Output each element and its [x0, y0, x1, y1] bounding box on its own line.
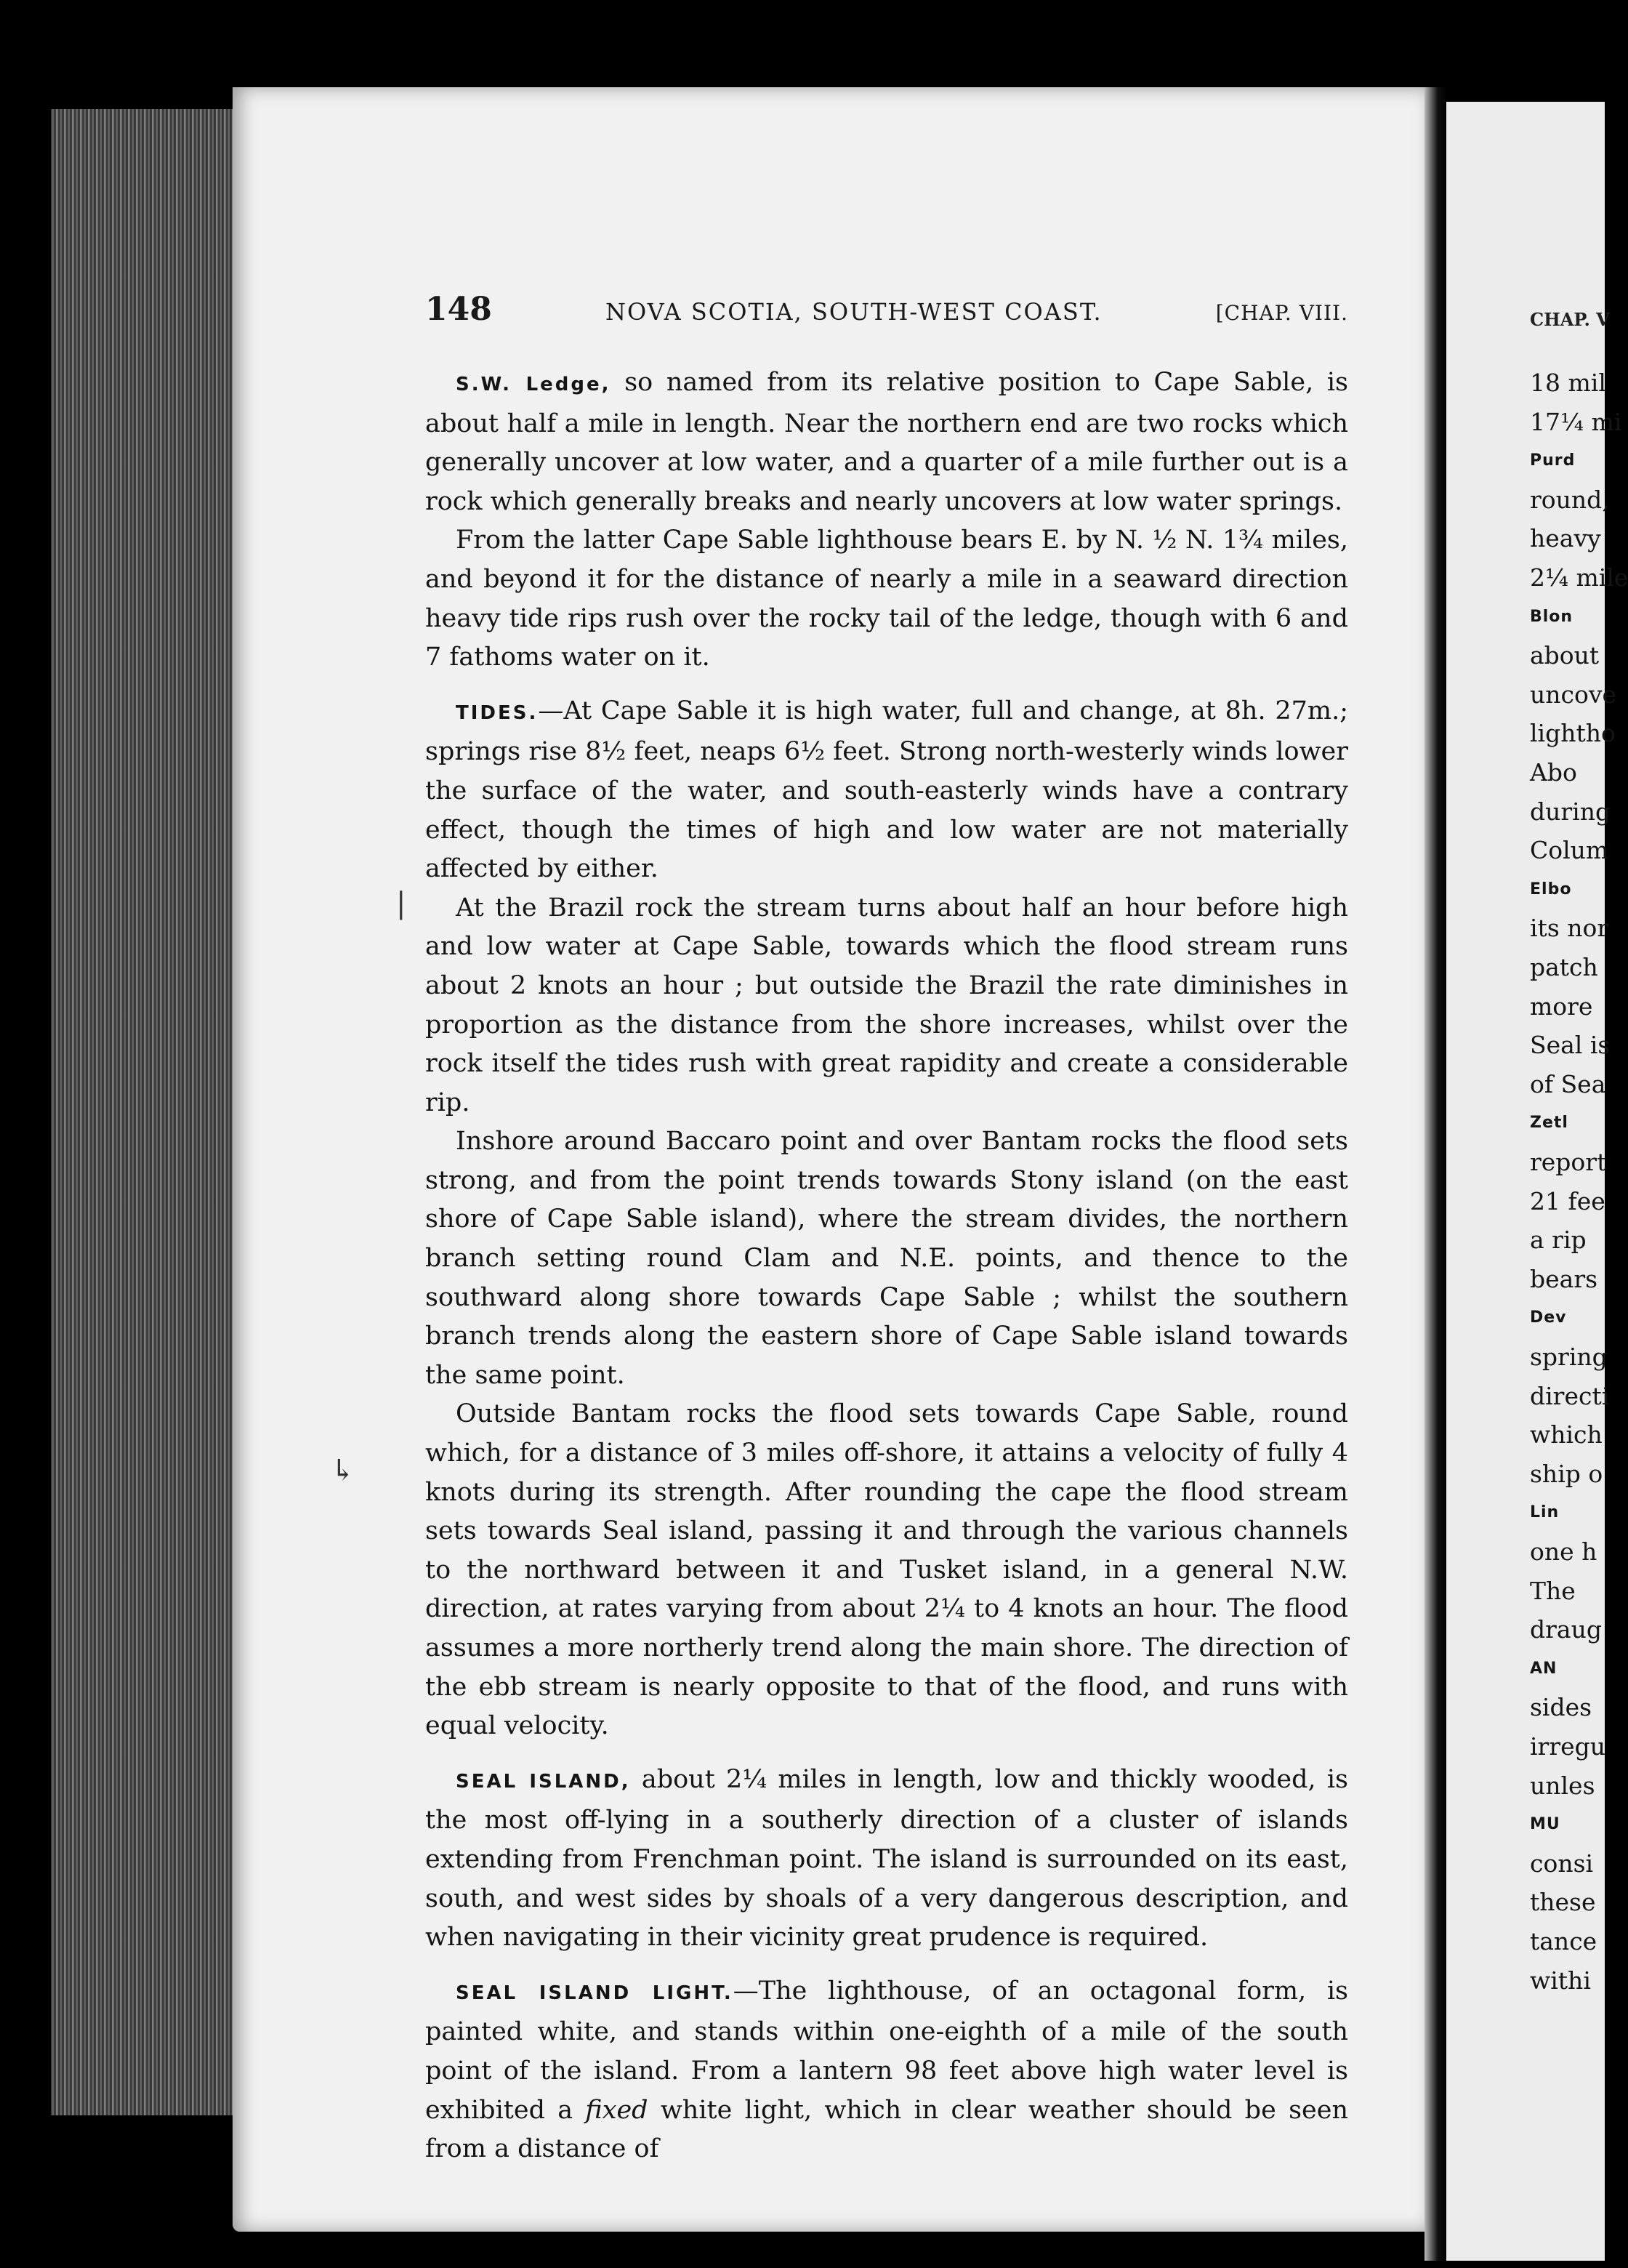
- paragraph-text: —The lighthouse, of an octagonal form, is painted white, and stands within one-eighth of a mile of the south point of the island. From a lantern 98 feet above high water level is exhibited a: [425, 1976, 1348, 2125]
- right-page-line: Abo: [1530, 758, 1577, 787]
- heading-seal-island-light: SEAL ISLAND LIGHT.: [456, 1982, 733, 2004]
- right-page-line: tance: [1530, 1927, 1597, 1955]
- right-page-line: patch: [1530, 953, 1598, 981]
- right-page-line: 2¼ mile: [1530, 563, 1628, 592]
- margin-mark: |: [396, 887, 406, 920]
- right-page-line: Colum: [1530, 836, 1609, 865]
- right-page-line: its nor: [1530, 914, 1609, 943]
- paragraph-text: Inshore around Baccaro point and over Bantam rocks the flood sets strong, and from the point trends towards Stony island (on the east shore of Cape Sable island), where the stream divides, the northern branch setting round Clam and N.E. points, and thence to the southward along shore towards Cape Sable ; whilst the southern branch trends along the eastern shore of Cape Sable island towards the same point.: [425, 1127, 1348, 1390]
- heading-tides: TIDES.: [456, 701, 539, 724]
- right-page-line: during: [1530, 797, 1611, 826]
- right-page-line: withi: [1530, 1966, 1591, 1995]
- right-page-line: a rip: [1530, 1226, 1587, 1255]
- right-page-line: of Sea: [1530, 1069, 1606, 1098]
- right-page-line: consi: [1530, 1849, 1594, 1878]
- right-page-line: Seal is: [1530, 1031, 1611, 1060]
- right-page-line: unles: [1530, 1771, 1595, 1800]
- right-page-line: Zetl: [1530, 1114, 1568, 1133]
- heading-seal-island: SEAL ISLAND,: [456, 1770, 631, 1793]
- right-page-line: 17¼ mi: [1530, 407, 1622, 436]
- paragraph-sw-ledge: [425, 363, 1348, 521]
- right-page-line: bears: [1530, 1264, 1598, 1293]
- right-page-line: heavy: [1530, 524, 1601, 553]
- right-page-line: these: [1530, 1888, 1596, 1917]
- right-page-line: The: [1530, 1576, 1576, 1605]
- right-page-line: which: [1530, 1420, 1603, 1449]
- heading-sw-ledge: S.W. Ledge,: [456, 374, 611, 395]
- right-page-line: spring: [1530, 1343, 1608, 1371]
- right-page-line: ship o: [1530, 1459, 1603, 1488]
- margin-mark: ↳: [331, 1454, 355, 1487]
- chapter-label: [CHAP. VIII.: [1215, 301, 1348, 325]
- paragraph-text: white light, which in clear weather should be seen from a distance of: [425, 2095, 1348, 2164]
- right-page-line: MU: [1530, 1815, 1560, 1834]
- book-edge: [51, 109, 233, 2115]
- paragraph-text: so named from its relative position to Cape Sable, is about half a mile in length. Near the northern end are two rocks which generally uncover at low water, and a quarter of a mile further out is a rock which generally breaks and nearly uncovers at low water springs.: [425, 368, 1348, 516]
- running-title: NOVA SCOTIA, SOUTH-WEST COAST.: [605, 298, 1103, 326]
- right-page-line: Purd: [1530, 451, 1576, 470]
- right-page-line: more: [1530, 992, 1593, 1021]
- right-page-line: lightho: [1530, 719, 1616, 748]
- paragraph-brazil-rock: [425, 889, 1348, 1123]
- right-page-line: one h: [1530, 1537, 1597, 1566]
- right-page-header: CHAP. V: [1530, 309, 1610, 330]
- italic-word: fixed: [585, 2095, 648, 2125]
- paragraph-bantam: [425, 1395, 1348, 1745]
- paragraph-text: Outside Bantam rocks the flood sets towards Cape Sable, round which, for a distance of 3 miles off-shore, it attains a velocity of fully 4 knots during its strength. After rounding the cape the flood stream sets towards Seal island, passing it and through the various channels to the northward between it and Tusket island, in a general N.W. direction, at rates varying from about 2¼ to 4 knots an hour. The flood assumes a more northerly trend along the main shore. The direction of the ebb stream is nearly opposite to that of the flood, and runs with equal velocity.: [425, 1399, 1348, 1741]
- paragraph-text: —At Cape Sable it is high water, full and change, at 8h. 27m.; springs rise 8½ feet, neaps 6½ feet. Strong north-westerly winds lower the surface of the water, and south-easterly winds have a contrary effect, though the times of high and low water are not materially affected by either.: [425, 696, 1348, 884]
- paragraph-text: about 2¼ miles in length, low and thickly wooded, is the most off-lying in a southerly direction of a cluster of islands extending from Frenchman point. The island is surrounded on its east, south, and west sides by shoals of a very dangerous description, and when navigating in their vicinity great prudence is required.: [425, 1764, 1348, 1953]
- paragraph-tides: [425, 692, 1348, 889]
- paragraph-seal-island: [425, 1761, 1348, 1958]
- paragraph-text: At the Brazil rock the stream turns about half an hour before high and low water at Cape Sable, towards which the flood stream runs about 2 knots an hour ; but outside the Brazil the rate diminishes in proportion as the distance from the shore increases, whilst over the rock itself the tides rush with great rapidity and create a considerable rip.: [425, 893, 1348, 1117]
- right-page-line: draug: [1530, 1615, 1602, 1644]
- page-gutter: [1424, 87, 1446, 2261]
- right-page-line: report: [1530, 1148, 1607, 1176]
- page-header: [425, 291, 1348, 342]
- right-page-line: AN: [1530, 1659, 1558, 1678]
- right-page-line: directi: [1530, 1381, 1610, 1410]
- paragraph-lighthouse-bearing: [425, 521, 1348, 677]
- paragraph-baccaro: [425, 1122, 1348, 1395]
- right-page-line: 18 mil: [1530, 369, 1606, 397]
- right-page-line: uncove: [1530, 680, 1617, 709]
- right-page-line: Elbo: [1530, 880, 1572, 898]
- right-page-line: Dev: [1530, 1308, 1567, 1327]
- right-page-line: Lin: [1530, 1503, 1560, 1522]
- right-page-line: irregu: [1530, 1732, 1606, 1761]
- paragraph-text: From the latter Cape Sable lighthouse bears E. by N. ½ N. 1¾ miles, and beyond it for the distance of nearly a mile in a seaward direction heavy tide rips rush over the rocky tail of the ledge, though with 6 and 7 fathoms water on it.: [425, 526, 1348, 672]
- page-number: 148: [425, 291, 492, 328]
- right-page-line: sides: [1530, 1693, 1592, 1722]
- right-page-line: Blon: [1530, 607, 1573, 626]
- right-page-line: about: [1530, 641, 1600, 670]
- paragraph-seal-island-light: [425, 1972, 1348, 2169]
- right-page-line: 21 fee: [1530, 1186, 1605, 1215]
- right-page-line: round,: [1530, 485, 1610, 514]
- body-text: [425, 363, 1348, 2169]
